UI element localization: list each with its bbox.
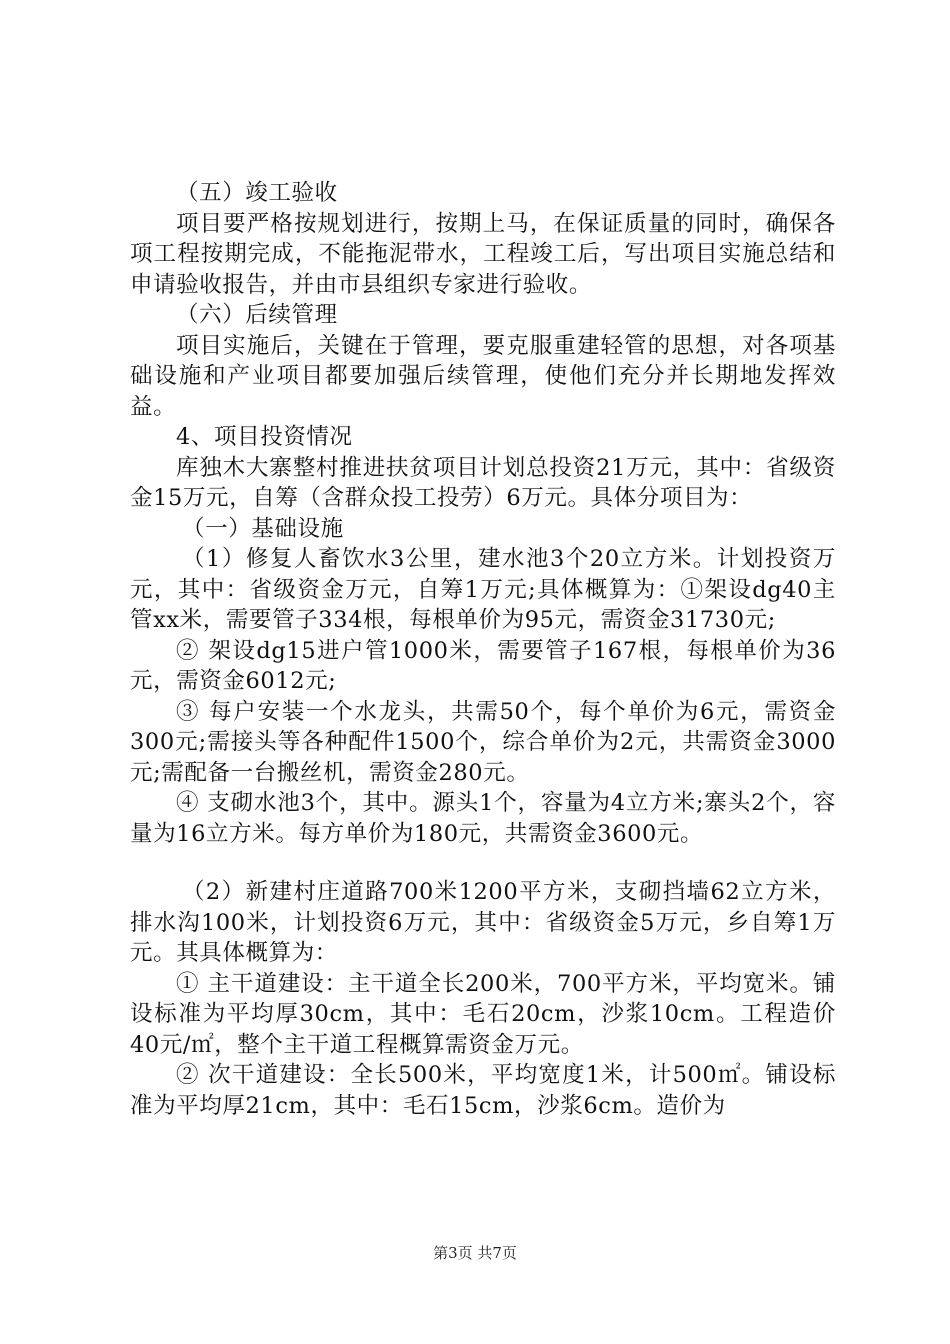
document-body [130,178,836,1121]
paragraph-investment-summary: 库独木大寨整村推进扶贫项目计划总投资21万元，其中：省级资金15万元，自筹（含群众投工投劳）6万元。具体分项目为： [130,454,836,511]
paragraph-water-tanks: ④ 支砌水池3个，其中。源头1个，容量为4立方米;寨头2个，容量为16立方米。每方单价为180元，共需资金3600元。 [130,790,836,847]
paragraph-completion-acceptance: 项目要严格按规划进行，按期上马，在保证质量的同时，确保各项工程按期完成，不能拖泥带水，工程竣工后，写出项目实施总结和申请验收报告，并由市县组织专家进行验收。 [130,210,836,298]
section-heading-follow-up-management: （六）后续管理 [176,302,338,328]
page-number-footer: 第3页 共7页 [433,1244,517,1262]
paragraph-water-supply: （1）修复人畜饮水3公里，建水池3个20立方米。计划投资万元，其中：省级资金万元，自筹1万元;具体概算为：①架设dg40主管xx米，需要管子334根，每根单价为95元，需资金31730元; [130,546,836,633]
section-heading-completion-acceptance: （五）竣工验收 [176,180,338,206]
paragraph-village-road: （2）新建村庄道路700米1200平方米，支砌挡墙62立方米，排水沟100米，计划投资6万元，其中：省级资金5万元，乡自筹1万元。其具体概算为： [130,879,836,966]
paragraph-main-road: ① 主干道建设：主干道全长200米，700平方米，平均宽米。铺设标准为平均厚30cm，其中：毛石20cm，沙浆10cm。工程造价40元/㎡，整个主干道工程概算需资金万元。 [130,970,836,1058]
paragraph-follow-up-management: 项目实施后，关键在于管理，要克服重建轻管的思想，对各项基础设施和产业项目都要加强后续管理，使他们充分并长期地发挥效益。 [130,332,836,420]
paragraph-faucets: ③ 每户安装一个水龙头，共需50个，每个单价为6元，需资金300元;需接头等各种配件1500个，综合单价为2元，共需资金3000元;需配备一台搬丝机，需资金280元。 [130,698,836,786]
paragraph-secondary-road: ② 次干道建设：全长500米，平均宽度1米，计500㎡。铺设标准为平均厚21cm，其中：毛石15cm，沙浆6cm。造价为 [130,1062,836,1119]
paragraph-household-pipe: ② 架设dg15进户管1000米，需要管子167根，每根单价为36元，需资金6012元; [130,637,836,694]
section-heading-infrastructure: （一）基础设施 [182,515,344,542]
paragraph-spacer [130,849,836,877]
section-heading-investment: 4、项目投资情况 [176,424,353,450]
